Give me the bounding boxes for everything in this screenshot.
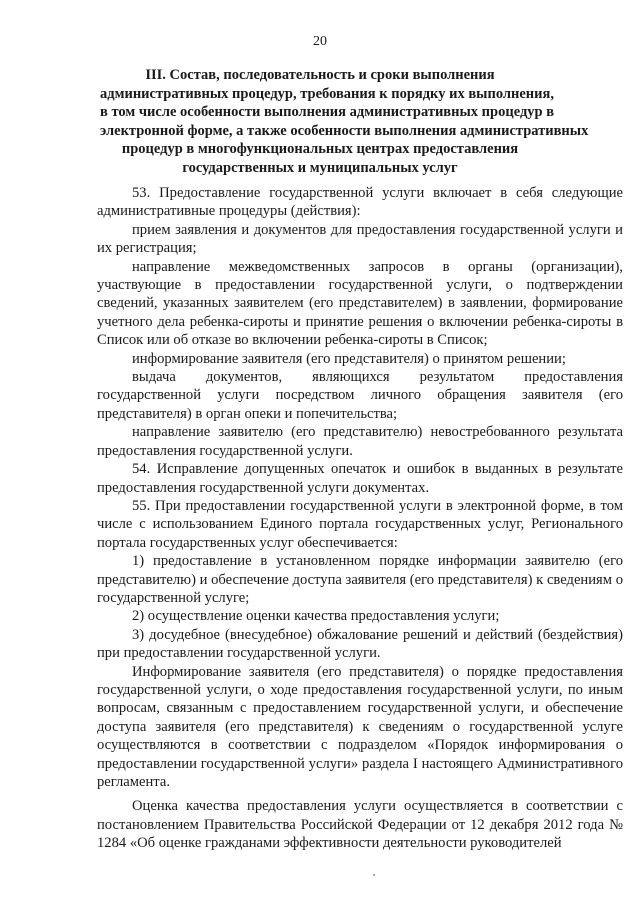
document-body xyxy=(97,184,623,853)
heading-line: электронной форме, а также особенности выполнения административных xyxy=(100,122,589,139)
paragraph-53: 53. Предоставление государственной услуги включает в себя следующие административные процедуры (действия): xyxy=(97,185,623,220)
heading-line: административных процедур, требования к порядку их выполнения, xyxy=(100,85,554,102)
list-item: 2) осуществление оценки качества предоставления услуги; xyxy=(132,608,500,625)
page-number: 20 xyxy=(313,34,327,49)
paragraph-quality-assessment: Оценка качества предоставления услуги осуществляется в соответствии с постановлением Правительства Российской Федерации от 12 декабря 2012 года № 1284 «Об оценке гражданами эффективности деятельности руководителей xyxy=(97,798,623,852)
procedure-item: информирование заявителя (его представителя) о принятом решении; xyxy=(132,350,566,367)
heading-line: в том числе особенности выполнения административных процедур в xyxy=(100,104,555,121)
heading-line: процедур в многофункциональных центрах предоставления xyxy=(121,141,519,158)
section-heading xyxy=(100,66,589,178)
heading-line: государственных и муниципальных услуг xyxy=(182,159,458,176)
procedure-item: направление заявителю (его представителю) невостребованного результата предоставления государственной услуги. xyxy=(97,424,623,459)
scan-speck xyxy=(373,874,375,876)
list-item: 3) досудебное (внесудебное) обжалование решений и действий (бездействия) при предоставлении государственной услуги. xyxy=(97,626,623,662)
heading-line: III. Состав, последовательность и сроки выполнения xyxy=(145,67,495,83)
list-item: 1) предоставление в установленном порядке информации заявителю (его представителю) и обеспечение доступа заявителя (его представителя) к сведениям о государственной услуге; xyxy=(97,553,623,606)
paragraph-55: 55. При предоставлении государственной услуги в электронной форме, в том числе с использованием Единого портала государственных услуг, Регионального портала государственных услуг обеспечивается: xyxy=(97,497,623,551)
procedure-item: направление межведомственных запросов в органы (организации), участвующие в предоставлении государственной услуги, о подтверждении сведений, указанных заявителем (его представителем) в заявлении, формирование учетного дела ребенка-сироты и принятие решения о включении ребенка-сироты в Список или об отказе во включении ребенка-сироты в Список; xyxy=(97,258,623,349)
paragraph-informing: Информирование заявителя (его представителя) о порядке предоставления государственной услуги, о ходе предоставления государственной услуги, по иным вопросам, связанным с предоставлением государственной услуги, и обеспечение доступа заявителя (его представителя) к сведениям о государственной услуге осуществляются в соответствии с подразделом «Порядок информирования о предоставлении государственной услуги» раздела I настоящего Административного регламента. xyxy=(97,663,623,790)
procedure-item: выдача документов, являющихся результатом предоставления государственной услуги посредством личного обращения заявителя (его представителя) в орган опеки и попечительства; xyxy=(97,369,623,422)
procedure-item: прием заявления и документов для предоставления государственной услуги и их регистрация; xyxy=(97,221,623,257)
paragraph-54: 54. Исправление допущенных опечаток и ошибок в выданных в результате предоставления государственной услуги документах. xyxy=(97,461,623,496)
